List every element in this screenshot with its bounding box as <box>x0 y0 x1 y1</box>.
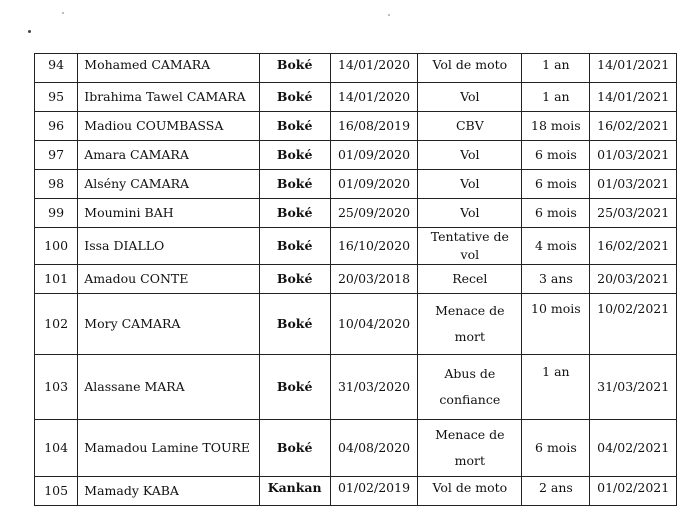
infraction-line-2: mort <box>454 453 486 468</box>
sentence-duration: 1 an <box>522 83 590 112</box>
table-row <box>35 170 677 199</box>
infraction-line-1: Menace de <box>435 303 505 318</box>
row-number: 103 <box>35 355 78 420</box>
table-row <box>35 199 677 228</box>
detainee-name: Moumini BAH <box>78 199 259 228</box>
incarceration-date: 20/03/2018 <box>330 265 418 294</box>
incarceration-date: 01/02/2019 <box>330 477 418 506</box>
expiration-date: 31/03/2021 <box>590 355 677 420</box>
scan-speck <box>388 14 390 16</box>
expiration-date: 25/03/2021 <box>590 199 677 228</box>
row-number: 101 <box>35 265 78 294</box>
table-row <box>35 420 677 477</box>
incarceration-date: 16/10/2020 <box>330 228 418 265</box>
prefecture: Boké <box>259 112 330 141</box>
infraction-line-2: confiance <box>439 392 501 407</box>
table-row <box>35 265 677 294</box>
incarceration-date: 14/01/2020 <box>330 83 418 112</box>
sentence-duration: 3 ans <box>522 265 590 294</box>
incarceration-date: 04/08/2020 <box>330 420 418 477</box>
sentence-duration: 6 mois <box>522 170 590 199</box>
expiration-date: 20/03/2021 <box>590 265 677 294</box>
incarceration-date: 31/03/2020 <box>330 355 418 420</box>
detainee-name: Mohamed CAMARA <box>78 54 259 83</box>
row-number: 99 <box>35 199 78 228</box>
scan-speck <box>62 12 64 14</box>
infraction: Vol <box>418 83 522 112</box>
row-number: 98 <box>35 170 78 199</box>
detainee-name: Mory CAMARA <box>78 294 259 355</box>
prefecture: Boké <box>259 199 330 228</box>
table-row <box>35 355 677 420</box>
prefecture: Boké <box>259 141 330 170</box>
expiration-date: 16/02/2021 <box>590 112 677 141</box>
incarceration-date: 10/04/2020 <box>330 294 418 355</box>
prefecture: Boké <box>259 228 330 265</box>
row-number: 100 <box>35 228 78 265</box>
expiration-date: 04/02/2021 <box>590 420 677 477</box>
table-row <box>35 228 677 265</box>
infraction: Vol de moto <box>418 54 522 83</box>
table-row <box>35 54 677 83</box>
detainee-name: Madiou COUMBASSA <box>78 112 259 141</box>
infraction: Tentative de vol <box>418 228 522 265</box>
sentence-duration: 2 ans <box>522 477 590 506</box>
infraction-line-2: mort <box>454 329 486 344</box>
detainee-name: Amadou CONTE <box>78 265 259 294</box>
prefecture: Boké <box>259 265 330 294</box>
row-number: 94 <box>35 54 78 83</box>
sentence-duration: 1 an <box>522 355 590 420</box>
table-row <box>35 83 677 112</box>
prefecture: Boké <box>259 355 330 420</box>
row-number: 105 <box>35 477 78 506</box>
infraction <box>418 355 522 420</box>
sentence-duration: 6 mois <box>522 199 590 228</box>
prefecture: Boké <box>259 420 330 477</box>
sentence-duration: 18 mois <box>522 112 590 141</box>
prefecture: Boké <box>259 83 330 112</box>
detainee-name: Ibrahima Tawel CAMARA <box>78 83 259 112</box>
sentence-duration: 6 mois <box>522 420 590 477</box>
infraction <box>418 420 522 477</box>
page-speck <box>28 30 31 33</box>
table-row <box>35 141 677 170</box>
detainee-name: Alassane MARA <box>78 355 259 420</box>
table-row <box>35 112 677 141</box>
incarceration-date: 01/09/2020 <box>330 141 418 170</box>
detainee-name: Mamady KABA <box>78 477 259 506</box>
prefecture: Boké <box>259 294 330 355</box>
infraction-line-1: Abus de <box>444 366 496 381</box>
infraction-line-1: Menace de <box>435 427 505 442</box>
expiration-date: 01/03/2021 <box>590 141 677 170</box>
expiration-date: 16/02/2021 <box>590 228 677 265</box>
sentence-duration: 6 mois <box>522 141 590 170</box>
prefecture: Boké <box>259 54 330 83</box>
incarceration-date: 16/08/2019 <box>330 112 418 141</box>
expiration-date: 14/01/2021 <box>590 54 677 83</box>
infraction: Vol <box>418 199 522 228</box>
prefecture: Kankan <box>259 477 330 506</box>
row-number: 102 <box>35 294 78 355</box>
row-number: 97 <box>35 141 78 170</box>
table-row <box>35 477 677 506</box>
incarceration-date: 25/09/2020 <box>330 199 418 228</box>
expiration-date: 14/01/2021 <box>590 83 677 112</box>
detainee-register-table <box>34 53 677 506</box>
row-number: 104 <box>35 420 78 477</box>
sentence-duration: 4 mois <box>522 228 590 265</box>
incarceration-date: 01/09/2020 <box>330 170 418 199</box>
sentence-duration: 10 mois <box>522 294 590 355</box>
infraction <box>418 294 522 355</box>
infraction: CBV <box>418 112 522 141</box>
row-number: 95 <box>35 83 78 112</box>
detainee-name: Amara CAMARA <box>78 141 259 170</box>
detainee-name: Issa DIALLO <box>78 228 259 265</box>
expiration-date: 10/02/2021 <box>590 294 677 355</box>
expiration-date: 01/02/2021 <box>590 477 677 506</box>
table-row <box>35 294 677 355</box>
infraction: Vol de moto <box>418 477 522 506</box>
incarceration-date: 14/01/2020 <box>330 54 418 83</box>
prefecture: Boké <box>259 170 330 199</box>
infraction: Recel <box>418 265 522 294</box>
detainee-name: Mamadou Lamine TOURE <box>78 420 259 477</box>
infraction: Vol <box>418 141 522 170</box>
expiration-date: 01/03/2021 <box>590 170 677 199</box>
detainee-name: Alsény CAMARA <box>78 170 259 199</box>
sentence-duration: 1 an <box>522 54 590 83</box>
row-number: 96 <box>35 112 78 141</box>
infraction: Vol <box>418 170 522 199</box>
